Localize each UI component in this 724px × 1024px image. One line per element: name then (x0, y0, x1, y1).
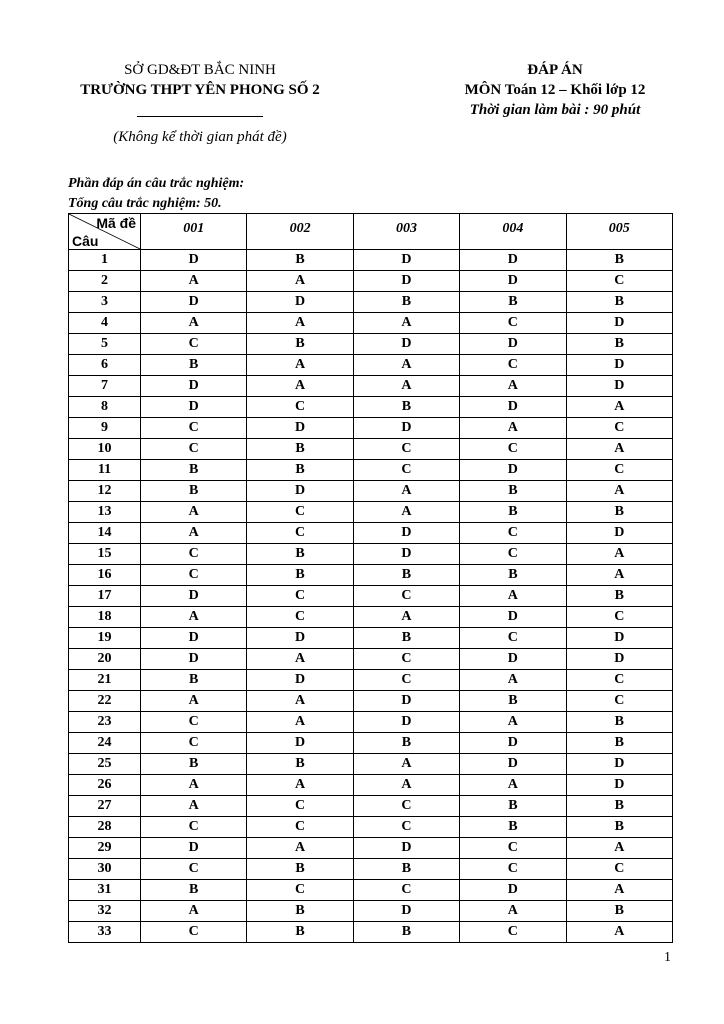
answer-cell: A (141, 271, 247, 292)
table-row (69, 691, 673, 712)
answer-cell: C (566, 607, 672, 628)
table-row (69, 376, 673, 397)
question-number: 4 (69, 313, 141, 334)
answer-cell: D (460, 250, 566, 271)
table-header-row (69, 214, 673, 250)
answer-cell: A (353, 481, 459, 502)
table-row (69, 754, 673, 775)
answer-cell: A (247, 775, 353, 796)
answer-cell: B (353, 922, 459, 943)
answer-cell: D (566, 355, 672, 376)
answer-cell: A (141, 901, 247, 922)
answer-cell: A (353, 355, 459, 376)
answer-cell: A (460, 376, 566, 397)
table-row (69, 859, 673, 880)
answer-cell: A (353, 313, 459, 334)
table-row (69, 838, 673, 859)
duration-line: Thời gian làm bài : 90 phút (469, 102, 641, 118)
question-number: 5 (69, 334, 141, 355)
table-row (69, 775, 673, 796)
exam-code-header: 005 (566, 214, 672, 250)
answer-cell: B (353, 733, 459, 754)
answer-cell: A (460, 901, 566, 922)
question-label: Câu (72, 233, 99, 249)
answer-cell: B (141, 670, 247, 691)
answer-cell: D (247, 628, 353, 649)
answer-cell: A (566, 880, 672, 901)
question-number: 22 (69, 691, 141, 712)
answer-cell: B (247, 565, 353, 586)
question-number: 8 (69, 397, 141, 418)
answer-cell: C (141, 418, 247, 439)
answer-cell: B (460, 565, 566, 586)
question-number: 11 (69, 460, 141, 481)
question-number: 30 (69, 859, 141, 880)
answer-cell: A (247, 649, 353, 670)
answer-cell: C (247, 880, 353, 901)
answer-cell: A (566, 544, 672, 565)
answer-cell: C (247, 586, 353, 607)
answer-cell: D (460, 460, 566, 481)
answer-cell: C (247, 523, 353, 544)
subject-line: MÔN Toán 12 – Khối lớp 12 (464, 82, 646, 98)
exam-code-label: Mã đề (96, 215, 136, 231)
answer-cell: C (247, 817, 353, 838)
school-name: TRƯỜNG THPT YÊN PHONG SỐ 2 (80, 82, 320, 98)
answer-cell: D (247, 292, 353, 313)
answer-cell: C (460, 922, 566, 943)
answer-cell: A (460, 712, 566, 733)
table-row (69, 565, 673, 586)
answer-cell: D (353, 901, 459, 922)
answer-cell: D (460, 754, 566, 775)
answer-cell: D (460, 880, 566, 901)
answer-cell: B (141, 481, 247, 502)
question-number: 21 (69, 670, 141, 691)
answer-cell: B (566, 733, 672, 754)
table-row (69, 502, 673, 523)
question-number: 29 (69, 838, 141, 859)
answer-cell: C (460, 628, 566, 649)
answer-cell: B (566, 292, 672, 313)
answer-cell: C (247, 796, 353, 817)
answer-cell: B (247, 334, 353, 355)
table-row (69, 439, 673, 460)
answer-cell: D (353, 712, 459, 733)
answer-cell: C (460, 439, 566, 460)
question-number: 27 (69, 796, 141, 817)
answer-cell: C (141, 334, 247, 355)
answer-cell: A (247, 691, 353, 712)
question-number: 23 (69, 712, 141, 733)
answer-cell: A (247, 712, 353, 733)
question-number: 16 (69, 565, 141, 586)
question-number: 7 (69, 376, 141, 397)
question-number: 10 (69, 439, 141, 460)
answer-cell: B (460, 502, 566, 523)
answer-cell: C (353, 796, 459, 817)
question-number: 19 (69, 628, 141, 649)
answer-cell: A (460, 418, 566, 439)
table-row (69, 628, 673, 649)
answer-cell: D (566, 628, 672, 649)
answer-cell: B (247, 922, 353, 943)
answer-cell: C (460, 838, 566, 859)
answer-cell: C (566, 859, 672, 880)
exam-code-header: 004 (460, 214, 566, 250)
answer-cell: D (141, 376, 247, 397)
answer-cell: D (353, 544, 459, 565)
answer-cell: C (141, 733, 247, 754)
answer-cell: C (566, 418, 672, 439)
answer-cell: A (247, 376, 353, 397)
exam-code-header: 003 (353, 214, 459, 250)
time-note: (Không kể thời gian phát đề) (113, 129, 287, 145)
table-row (69, 271, 673, 292)
answer-cell: C (566, 460, 672, 481)
exam-code-header: 001 (141, 214, 247, 250)
answer-cell: A (141, 313, 247, 334)
section-title: Phần đáp án câu trắc nghiệm: (68, 176, 245, 191)
answer-cell: A (566, 481, 672, 502)
answer-cell: D (460, 271, 566, 292)
answer-cell: B (566, 334, 672, 355)
answer-cell: B (247, 754, 353, 775)
table-row (69, 922, 673, 943)
answer-cell: D (460, 397, 566, 418)
answer-key-title: ĐÁP ÁN (527, 62, 583, 78)
answer-cell: B (460, 292, 566, 313)
school-header (68, 60, 332, 146)
header-divider (137, 116, 263, 117)
answer-cell: B (141, 355, 247, 376)
answer-cell: A (141, 775, 247, 796)
answer-cell: B (566, 586, 672, 607)
answer-cell: C (247, 397, 353, 418)
answer-cell: A (141, 523, 247, 544)
answer-cell: B (353, 397, 459, 418)
question-number: 28 (69, 817, 141, 838)
answer-cell: D (141, 250, 247, 271)
question-number: 31 (69, 880, 141, 901)
question-number: 26 (69, 775, 141, 796)
answer-cell: A (566, 439, 672, 460)
answer-cell: D (353, 334, 459, 355)
answer-cell: C (141, 712, 247, 733)
question-number: 20 (69, 649, 141, 670)
answer-cell: A (141, 502, 247, 523)
table-row (69, 607, 673, 628)
answer-cell: D (247, 418, 353, 439)
table-row (69, 817, 673, 838)
answer-cell: D (353, 523, 459, 544)
table-row (69, 418, 673, 439)
answer-cell: A (353, 502, 459, 523)
question-number: 13 (69, 502, 141, 523)
answer-cell: D (247, 481, 353, 502)
answer-cell: B (247, 439, 353, 460)
question-number: 24 (69, 733, 141, 754)
question-number: 12 (69, 481, 141, 502)
answer-cell: C (353, 880, 459, 901)
answer-cell: D (353, 691, 459, 712)
answer-cell: A (566, 565, 672, 586)
answer-cell: D (247, 733, 353, 754)
answer-cell: B (460, 481, 566, 502)
answer-cell: D (566, 775, 672, 796)
answer-cell: C (566, 271, 672, 292)
answer-cell: A (460, 775, 566, 796)
answer-cell: B (460, 691, 566, 712)
exam-header (440, 60, 670, 120)
answer-cell: C (141, 439, 247, 460)
question-number: 9 (69, 418, 141, 439)
answer-cell: D (566, 313, 672, 334)
question-number: 1 (69, 250, 141, 271)
answer-cell: A (353, 607, 459, 628)
answer-cell: B (353, 292, 459, 313)
answer-cell: C (141, 544, 247, 565)
answer-cell: D (141, 628, 247, 649)
answer-cell: A (141, 607, 247, 628)
answer-cell: A (247, 313, 353, 334)
table-row (69, 733, 673, 754)
answer-cell: C (141, 859, 247, 880)
table-row (69, 250, 673, 271)
answer-cell: A (566, 922, 672, 943)
question-total: Tổng câu trắc nghiệm: 50. (68, 196, 222, 211)
answer-cell: D (353, 250, 459, 271)
table-row (69, 397, 673, 418)
department-name: SỞ GD&ĐT BẮC NINH (124, 62, 276, 78)
answer-cell: B (247, 544, 353, 565)
table-row (69, 334, 673, 355)
table-row (69, 670, 673, 691)
answer-cell: C (353, 439, 459, 460)
answer-cell: A (141, 691, 247, 712)
table-row (69, 901, 673, 922)
answer-cell: A (353, 775, 459, 796)
table-row (69, 796, 673, 817)
answer-cell: C (353, 670, 459, 691)
table-row (69, 649, 673, 670)
table-row (69, 355, 673, 376)
answer-cell: D (353, 418, 459, 439)
answer-cell: D (141, 292, 247, 313)
answer-cell: B (566, 796, 672, 817)
question-number: 33 (69, 922, 141, 943)
answer-cell: A (247, 355, 353, 376)
table-row (69, 292, 673, 313)
answer-cell: D (460, 649, 566, 670)
answer-cell: B (247, 901, 353, 922)
exam-code-header: 002 (247, 214, 353, 250)
answer-cell: C (353, 586, 459, 607)
answer-cell: A (566, 397, 672, 418)
answer-cell: D (460, 733, 566, 754)
table-row (69, 313, 673, 334)
question-number: 18 (69, 607, 141, 628)
answer-cell: B (141, 880, 247, 901)
answer-cell: D (566, 523, 672, 544)
answer-cell: B (566, 901, 672, 922)
answer-cell: D (353, 271, 459, 292)
table-row (69, 586, 673, 607)
answer-cell: C (247, 502, 353, 523)
question-number: 32 (69, 901, 141, 922)
answer-cell: C (460, 313, 566, 334)
answer-cell: B (353, 565, 459, 586)
answer-cell: D (141, 649, 247, 670)
answer-cell: C (247, 607, 353, 628)
answer-cell: C (566, 691, 672, 712)
answer-cell: D (141, 838, 247, 859)
answer-cell: B (460, 817, 566, 838)
table-row (69, 460, 673, 481)
answer-cell: A (141, 796, 247, 817)
answer-cell: D (460, 607, 566, 628)
answer-cell: D (460, 334, 566, 355)
answer-cell: C (460, 355, 566, 376)
answer-cell: D (247, 670, 353, 691)
answer-cell: B (566, 502, 672, 523)
answer-cell: B (566, 712, 672, 733)
question-number: 14 (69, 523, 141, 544)
corner-cell (69, 214, 141, 250)
answer-cell: C (141, 565, 247, 586)
answer-cell: C (141, 817, 247, 838)
answer-cell: A (247, 271, 353, 292)
answer-cell: C (460, 523, 566, 544)
answer-cell: B (247, 859, 353, 880)
answer-cell: D (566, 754, 672, 775)
answer-cell: C (141, 922, 247, 943)
table-row (69, 523, 673, 544)
answer-cell: C (566, 670, 672, 691)
question-number: 3 (69, 292, 141, 313)
answer-cell: A (566, 838, 672, 859)
answer-cell: A (353, 754, 459, 775)
page-number: 1 (664, 950, 671, 965)
answer-cell: A (353, 376, 459, 397)
answer-cell: B (566, 817, 672, 838)
answer-table (68, 213, 673, 943)
answer-cell: B (566, 250, 672, 271)
answer-cell: B (141, 460, 247, 481)
answer-cell: A (460, 586, 566, 607)
answer-cell: D (141, 586, 247, 607)
answer-cell: B (353, 859, 459, 880)
question-number: 6 (69, 355, 141, 376)
answer-cell: B (460, 796, 566, 817)
answer-cell: A (247, 838, 353, 859)
question-number: 17 (69, 586, 141, 607)
answer-cell: D (566, 376, 672, 397)
answer-cell: B (353, 628, 459, 649)
table-row (69, 544, 673, 565)
answer-cell: B (247, 460, 353, 481)
answer-cell: A (460, 670, 566, 691)
answer-cell: D (141, 397, 247, 418)
table-row (69, 880, 673, 901)
question-number: 2 (69, 271, 141, 292)
table-row (69, 481, 673, 502)
answer-cell: C (460, 544, 566, 565)
table-row (69, 712, 673, 733)
question-number: 25 (69, 754, 141, 775)
answer-cell: C (353, 817, 459, 838)
answer-cell: B (247, 250, 353, 271)
answer-cell: B (141, 754, 247, 775)
answer-cell: C (353, 649, 459, 670)
question-number: 15 (69, 544, 141, 565)
answer-cell: C (460, 859, 566, 880)
answer-cell: D (353, 838, 459, 859)
answer-cell: C (353, 460, 459, 481)
answer-cell: D (566, 649, 672, 670)
